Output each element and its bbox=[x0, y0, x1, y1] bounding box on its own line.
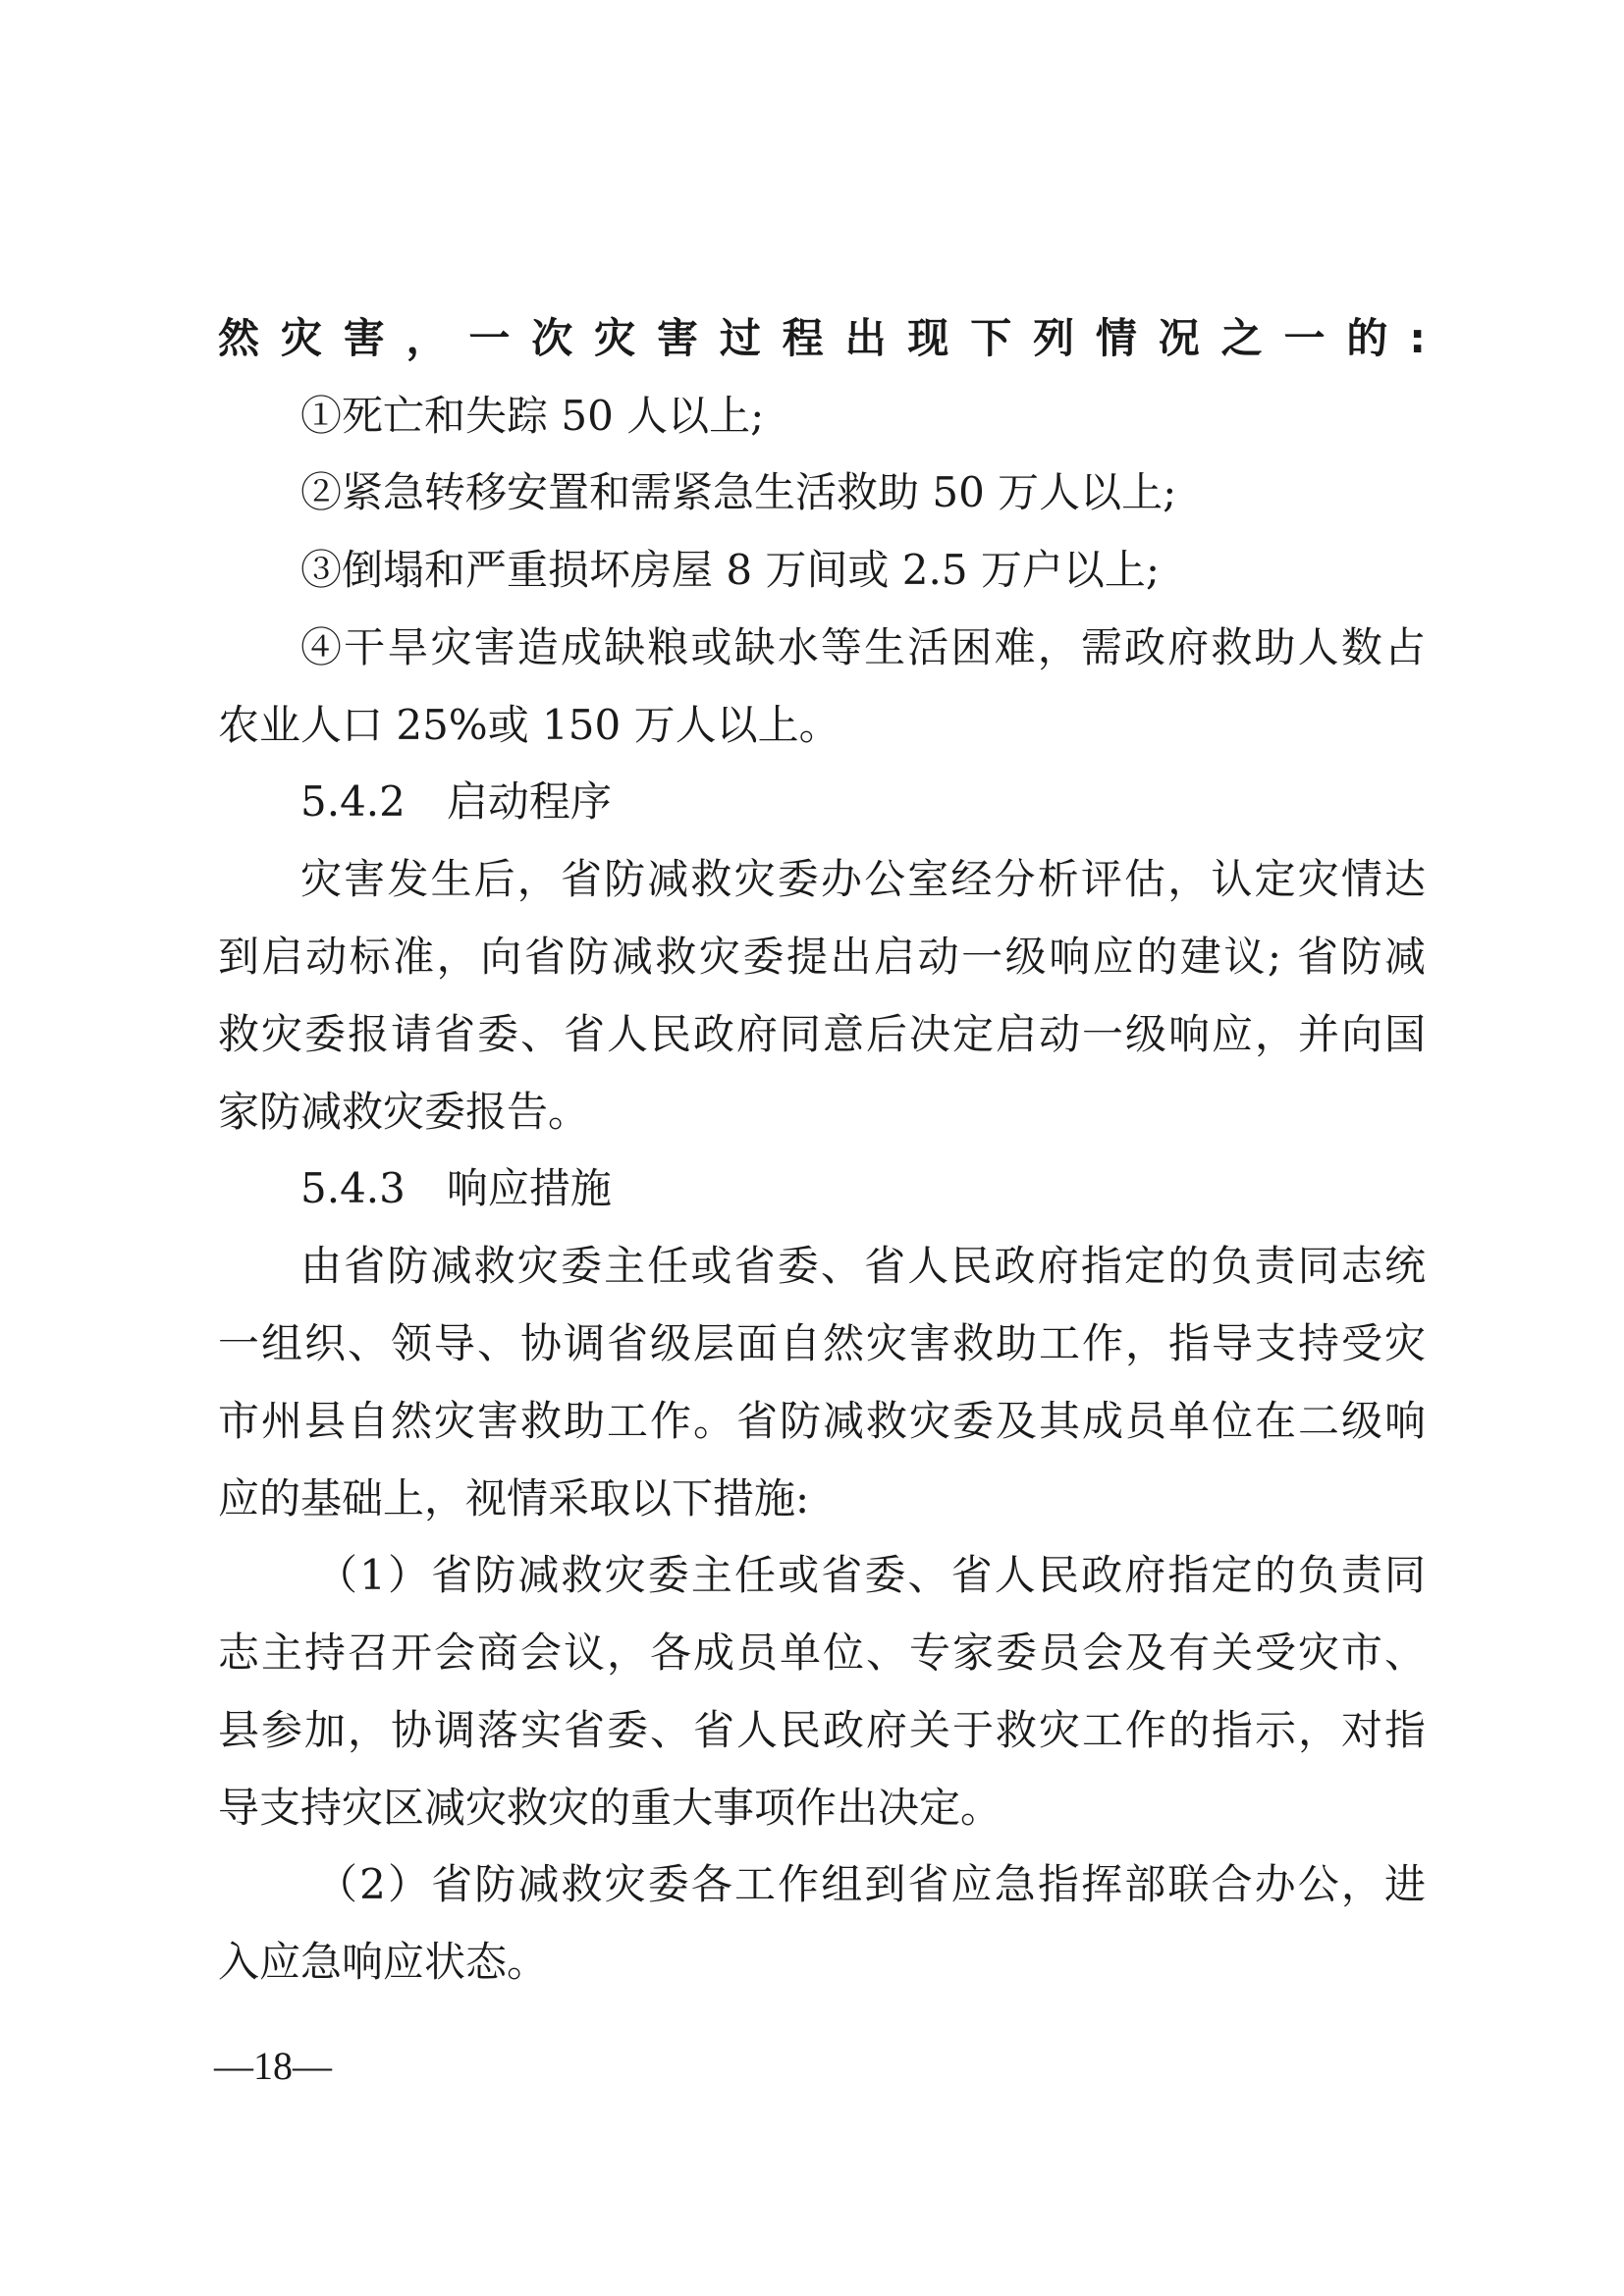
paragraph-startup-line1: 灾害发生后，省防减救灾委办公室经分析评估，认定灾情达 bbox=[300, 855, 1426, 903]
list-item-drought-line2: 农业人口 25%或 150 万人以上。 bbox=[218, 701, 840, 749]
paragraph-measures-line3: 市州县自然灾害救助工作。省防减救灾委及其成员单位在二级响 bbox=[218, 1397, 1426, 1445]
measure-1-line3: 县参加，协调落实省委、省人民政府关于救灾工作的指示，对指 bbox=[218, 1706, 1426, 1754]
continuation-line-bold: 然灾害，一次灾害过程出现下列情况之一的: bbox=[218, 314, 1426, 362]
section-heading-5-4-2: 5.4.2 启动程序 bbox=[300, 777, 612, 826]
paragraph-measures-line1: 由省防减救灾委主任或省委、省人民政府指定的负责同志统 bbox=[300, 1242, 1426, 1290]
page-number: —18— bbox=[214, 2044, 332, 2088]
measure-2-line1: （2）省防减救灾委各工作组到省应急指挥部联合办公，进 bbox=[316, 1860, 1426, 1908]
paragraph-startup-line2: 到启动标准，向省防减救灾委提出启动一级响应的建议; 省防减 bbox=[218, 933, 1426, 981]
paragraph-measures-line2: 一组织、领导、协调省级层面自然灾害救助工作，指导支持受灾 bbox=[218, 1319, 1426, 1367]
paragraph-startup-line4: 家防减救灾委报告。 bbox=[218, 1088, 590, 1136]
paragraph-startup-line3: 救灾委报请省委、省人民政府同意后决定启动一级响应，并向国 bbox=[218, 1010, 1426, 1058]
measure-1-line2: 志主持召开会商会议，各成员单位、专家委员会及有关受灾市、 bbox=[218, 1629, 1426, 1677]
measure-2-line2: 入应急响应状态。 bbox=[218, 1938, 549, 1986]
paragraph-measures-line4: 应的基础上，视情采取以下措施: bbox=[218, 1474, 810, 1522]
list-item-relocation: ②紧急转移安置和需紧急生活救助 50 万人以上; bbox=[300, 468, 1177, 516]
section-heading-5-4-3: 5.4.3 响应措施 bbox=[300, 1164, 612, 1212]
measure-1-line4: 导支持灾区减灾救灾的重大事项作出决定。 bbox=[218, 1784, 1002, 1832]
measure-1-line1: （1）省防减救灾委主任或省委、省人民政府指定的负责同 bbox=[316, 1551, 1426, 1599]
list-item-drought-line1: ④干旱灾害造成缺粮或缺水等生活困难，需政府救助人数占 bbox=[300, 623, 1426, 671]
list-item-houses: ③倒塌和严重损坏房屋 8 万间或 2.5 万户以上; bbox=[300, 546, 1161, 594]
list-item-deaths: ①死亡和失踪 50 人以上; bbox=[300, 392, 765, 440]
